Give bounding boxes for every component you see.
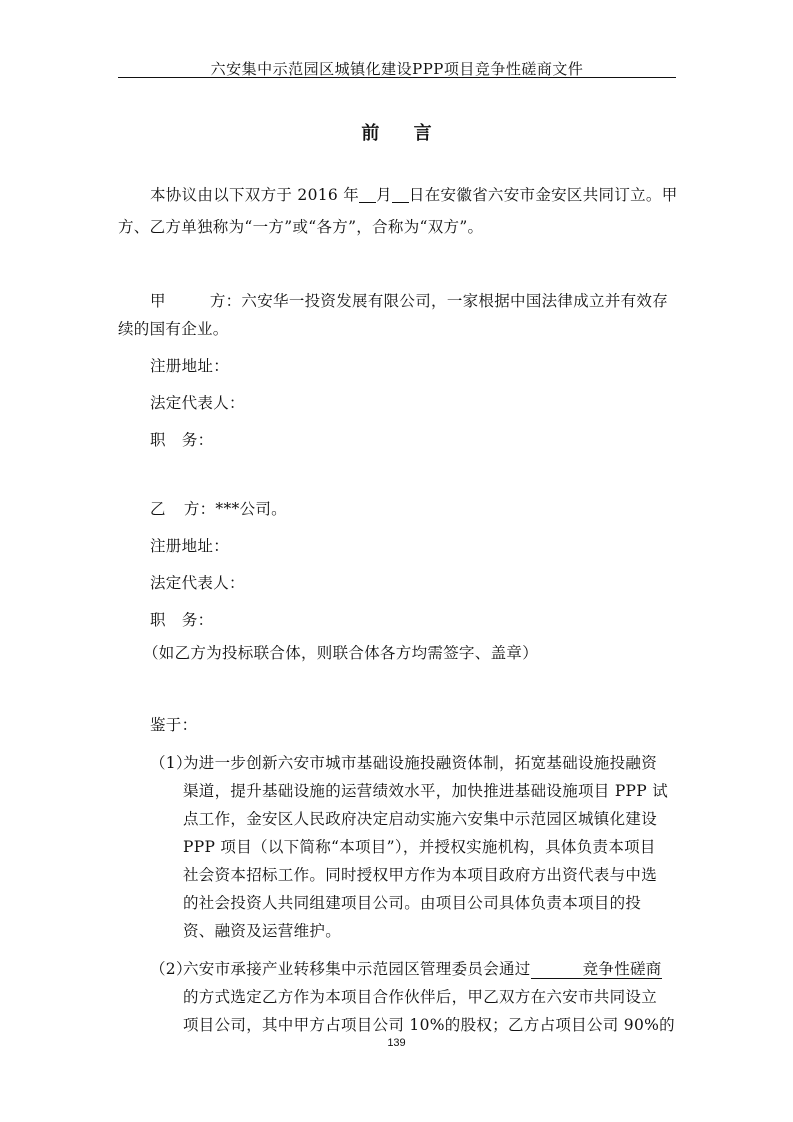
party-a-line-2: 续的国有企业。: [118, 320, 229, 338]
party-a-line-1: [150, 289, 668, 311]
item2-text-a: 六安市承接产业转移集中示范园区管理委员会通过: [183, 960, 531, 978]
item1-line-5: 社会资本招标工作。同时授权甲方作为本项目政府方出资代表与中选: [183, 866, 658, 884]
party-b-label-suffix: 方：***公司。: [183, 500, 287, 518]
intro-month: 月: [376, 186, 392, 204]
item2-line-1: [183, 957, 662, 979]
item1-line-7: 资、融资及运营维护。: [183, 922, 342, 940]
intro-line-2: 方、乙方单独称为“一方”或“各方”，合称为“双方”。: [118, 218, 484, 236]
party-b-reg-addr: 注册地址：: [150, 537, 230, 555]
party-b-line-1: [150, 497, 287, 519]
page-header: 六安集中示范园区城镇化建设PPP项目竞争性磋商文件: [210, 60, 584, 78]
page-number: 139: [387, 1037, 406, 1049]
party-a-label-suffix: 方：: [209, 292, 242, 310]
item2-method-underlined: [531, 960, 662, 979]
party-a-position-b: 务：: [181, 431, 214, 449]
item1-number: （1）: [150, 754, 192, 772]
party-a-label: 甲: [150, 292, 166, 310]
party-b-note: （如乙方为投标联合体，则联合体各方均需签字、盖章）: [143, 644, 539, 662]
party-a-position: [150, 428, 213, 450]
party-b-position-b: 务：: [181, 611, 214, 629]
party-b-label: 乙: [150, 500, 166, 518]
section-title: 前 言: [361, 123, 446, 144]
blank-day: [392, 187, 409, 204]
party-b-position: [150, 608, 213, 630]
blank-month: [359, 187, 376, 204]
item2-method: 竞争性磋商: [582, 960, 662, 978]
item1-line-2: 渠道，提升基础设施的运营绩效水平，加快推进基础设施项目 PPP 试: [183, 782, 669, 800]
item1-line-1: 为进一步创新六安市城市基础设施投融资体制，拓宽基础设施投融资: [183, 754, 658, 772]
header-rule: [118, 77, 676, 78]
item1-line-4: PPP 项目（以下简称“本项目”），并授权实施机构，具体负责本项目: [183, 838, 656, 856]
party-a-legal-rep: 法定代表人：: [150, 394, 245, 412]
party-a-desc: 六安华一投资发展有限公司，一家根据中国法律成立并有效存: [241, 292, 669, 310]
party-a-reg-addr: 注册地址：: [150, 357, 230, 375]
intro-text-b: 日在安徽省六安市金安区共同订立。甲: [408, 186, 678, 204]
item2-number: （2）: [150, 960, 192, 978]
item2-line-3: 项目公司，其中甲方占项目公司 10%的股权；乙方占项目公司 90%的: [183, 1016, 675, 1034]
party-b-legal-rep: 法定代表人：: [150, 574, 245, 592]
intro-line-1: [150, 183, 678, 205]
intro-text-a: 本协议由以下双方于 2016 年: [150, 186, 360, 204]
item2-line-2: 的方式选定乙方作为本项目合作伙伴后，甲乙双方在六安市共同设立: [183, 988, 658, 1006]
item1-line-3: 点工作，金安区人民政府决定启动实施六安集中示范园区城镇化建设: [183, 810, 658, 828]
item1-line-6: 的社会投资人共同组建项目公司。由项目公司具体负责本项目的投: [183, 894, 642, 912]
whereas-heading: 鉴于：: [150, 716, 198, 734]
party-b-position-a: 职: [150, 611, 166, 629]
party-a-position-a: 职: [150, 431, 166, 449]
